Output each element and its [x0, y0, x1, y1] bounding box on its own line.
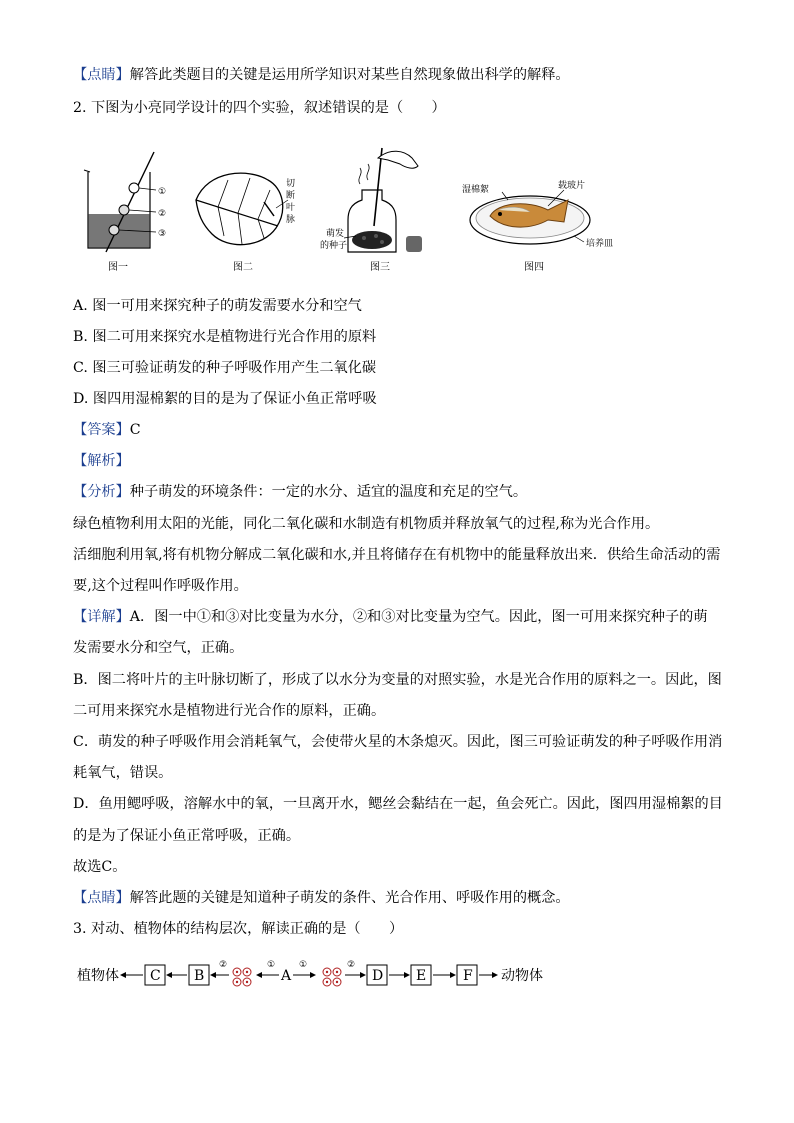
option-d — [73, 389, 734, 409]
text: 绿色植物利用太阳的光能，同化二氧化碳和水制造有机物质并释放氧气的过程,称为光合作用。 — [73, 516, 660, 532]
text: 发需要水分和空气，正确。 — [73, 640, 244, 656]
tag: 【点睛】 — [73, 67, 130, 83]
line-0 — [73, 65, 734, 85]
structure-chain-diagram — [75, 955, 575, 995]
key-point-2 — [73, 888, 734, 908]
option-b — [73, 327, 734, 347]
detail-line-5 — [73, 732, 734, 752]
fig2-label-2: 叶 — [286, 203, 296, 213]
box-b-label: B — [194, 968, 205, 984]
text: 故选C。 — [73, 859, 127, 875]
mark-right-1: ① — [299, 960, 308, 970]
fig3-label-1: 的种子 — [320, 241, 348, 251]
text: C．萌发的种子呼吸作用会消耗氧气，会使带火星的木条熄灭。因此，图三可验证萌发的种子呼吸作用消 — [73, 734, 723, 750]
mark-1: ① — [158, 187, 167, 197]
detail-line-7 — [73, 794, 734, 814]
detail-line-2 — [73, 638, 734, 658]
detail-line-4 — [73, 701, 734, 721]
fig4-label-0: 湿棉絮 — [462, 185, 490, 195]
mark-3: ③ — [158, 229, 167, 239]
detail-line-1 — [73, 607, 734, 627]
text: 解答此类题目的关键是运用所学知识对某些自然现象做出科学的解释。 — [129, 67, 570, 83]
tag: 【解析】 — [73, 453, 130, 469]
text: D. 图四用湿棉絮的目的是为了保证小鱼正常呼吸 — [73, 391, 377, 407]
text: C — [129, 422, 141, 438]
text: 2. 下图为小亮同学设计的四个实验，叙述错误的是（ ） — [73, 100, 446, 116]
plant-label: 植物体 — [77, 968, 119, 984]
text: 种子萌发的环境条件：一定的水分、适宜的温度和充足的空气。 — [129, 484, 528, 500]
question-2 — [73, 98, 734, 118]
detail-line-8 — [73, 826, 734, 846]
analysis-line-2 — [73, 514, 734, 534]
box-f-label: F — [463, 968, 473, 984]
text: D．鱼用鳃呼吸，溶解水中的氧，一旦离开水，鳃丝会黏结在一起，鱼会死亡。因此，图四用湿棉絮的目 — [73, 796, 723, 812]
text: 3. 对动、植物体的结构层次，解读正确的是（ ） — [73, 921, 404, 937]
tag: 【点睛】 — [73, 890, 130, 906]
caption-fig3: 图三 — [370, 262, 390, 273]
text: A．图一中①和③对比变量为水分，②和③对比变量为空气。因此，图一可用来探究种子的萌 — [129, 609, 708, 625]
text: C. 图三可验证萌发的种子呼吸作用产生二氧化碳 — [73, 360, 377, 376]
detail-line-6 — [73, 763, 734, 783]
fig1-beaker — [84, 152, 166, 273]
question-3 — [73, 919, 734, 939]
analysis-line-3 — [73, 545, 734, 565]
experiment-figures — [78, 140, 638, 280]
fig4-label-2: 培养皿 — [586, 239, 614, 249]
fig2-label-1: 断 — [286, 191, 296, 201]
mark-left-1: ① — [267, 960, 276, 970]
fig2-label-3: 脉 — [286, 215, 296, 225]
analysis-line-4 — [73, 576, 734, 596]
mark-2: ② — [158, 209, 167, 219]
animal-label: 动物体 — [501, 968, 543, 984]
mark-right-2: ② — [347, 960, 356, 970]
answer — [73, 420, 734, 440]
tag: 【答案】 — [73, 422, 130, 438]
box-d-label: D — [372, 968, 384, 984]
text: A. 图一可用来探究种子的萌发需要水分和空气 — [73, 298, 362, 314]
tag: 【分析】 — [73, 484, 130, 500]
choose-line — [73, 857, 734, 877]
fig2-label-0: 切 — [286, 179, 296, 189]
text: B. 图二可用来探究水是植物进行光合作用的原料 — [73, 329, 377, 345]
fig4-dish — [462, 179, 613, 273]
cell-cluster-left — [233, 968, 251, 986]
mark-left-2: ② — [219, 960, 228, 970]
caption-fig2: 图二 — [233, 262, 253, 273]
fig2-leaf — [196, 173, 295, 273]
box-e-label: E — [416, 968, 427, 984]
text: 活细胞利用氧,将有机物分解成二氧化碳和水,并且将储存在有机物中的能量释放出来．供给生命活动的需 — [73, 547, 721, 563]
fig4-label-1: 载玻片 — [558, 181, 586, 191]
text: 解答此题的关键是知道种子萌发的条件、光合作用、呼吸作用的概念。 — [129, 890, 570, 906]
text: 要,这个过程叫作呼吸作用。 — [73, 578, 248, 594]
analysis-heading — [73, 451, 734, 471]
caption-fig1: 图一 — [108, 262, 128, 273]
text: 的是为了保证小鱼正常呼吸，正确。 — [73, 828, 301, 844]
center-a: A — [281, 968, 292, 984]
text: 耗氧气，错误。 — [73, 765, 173, 781]
detail-line-3 — [73, 670, 734, 690]
text: B．图二将叶片的主叶脉切断了，形成了以水分为变量的对照实验，水是光合作用的原料之一。因此，图 — [73, 672, 722, 688]
caption-fig4: 图四 — [524, 262, 544, 273]
tag: 【详解】 — [73, 609, 130, 625]
box-c-label: C — [150, 968, 161, 984]
fig3-jar — [320, 148, 422, 273]
analysis-line-1 — [73, 482, 734, 502]
fig3-label-0: 萌发 — [326, 229, 345, 239]
cell-cluster-right — [323, 968, 341, 986]
option-a — [73, 296, 734, 316]
text: 二可用来探究水是植物进行光合作的原料，正确。 — [73, 703, 386, 719]
option-c — [73, 358, 734, 378]
